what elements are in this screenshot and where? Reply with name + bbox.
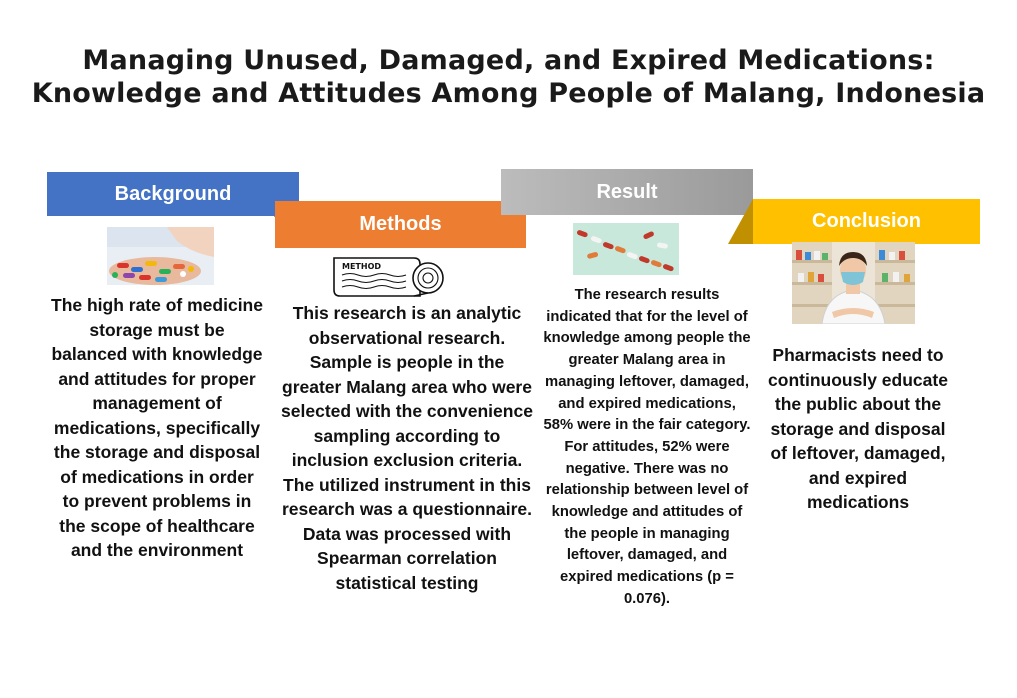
result-label: Result [596,180,658,203]
method-scroll-caption: METHOD [342,262,382,271]
methods-banner [275,201,526,248]
background-image [107,227,214,285]
methods-text: This research is an analytic observational research. Sample is people in the greater Malang area who were selected with the convenience sampling according to inclusion exclusion criteria. The utilized instrument in this research was a questionnaire. Data was processed with Spearman correlation statistical testing [281,303,533,593]
background-label: Background [114,182,232,205]
title-line-2: Knowledge and Attitudes Among People of Malang, Indonesia [31,78,986,109]
methods-label: Methods [359,213,442,235]
background-text: The high rate of medicine storage must be balanced with knowledge and attitudes for proper management of medications, specifically the storage and disposal of medications in order to prevent problems in the scope of healthcare and the environment [51,295,263,560]
conclusion-image [792,242,915,324]
conclusion-text: Pharmacists need to continuously educate the public about the storage and disposal of leftover, damaged, and expired medications [768,345,948,512]
result-image [573,223,679,275]
method-scroll-icon [328,252,447,302]
pharmacist-icon [792,242,915,324]
result-text: The research results indicated that for the level of knowledge among people the greater Malang area in managing leftover, damaged, and expired medications, 58% were in the fair category. For attitudes, 52% were negative. There was no relationship between level of knowledge and attitudes of the people in managing leftover, damaged, and expired medications (p = 0.076). [543,287,751,607]
conclusion-banner-fold [728,199,753,244]
page-title [0,44,1017,110]
capsules-icon [573,223,679,275]
conclusion-label: Conclusion [812,210,921,232]
background-banner [47,172,299,216]
methods-image [328,252,447,302]
pills-in-hand-icon [107,227,214,285]
result-banner [501,169,753,215]
conclusion-banner [753,199,980,244]
title-line-1: Managing Unused, Damaged, and Expired Medications: [82,45,935,76]
